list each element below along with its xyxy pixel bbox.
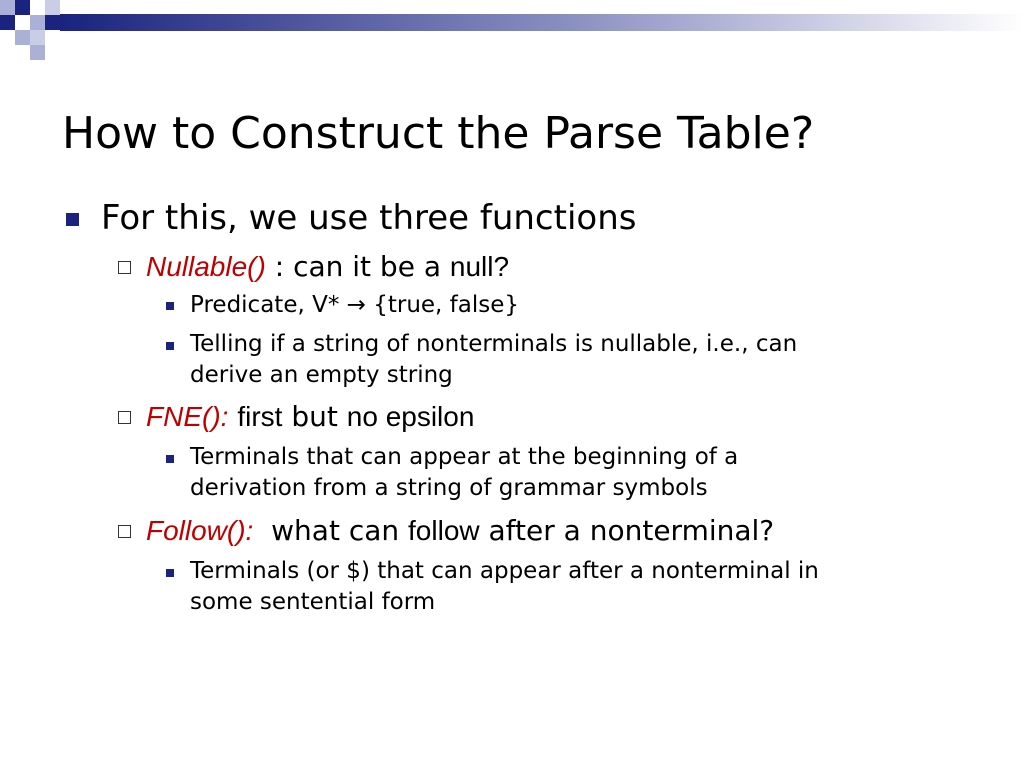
- small-square-bullet-icon: [166, 342, 174, 350]
- nullable-separator: :: [265, 250, 294, 283]
- deco-square: [30, 30, 45, 45]
- sub-bullet-follow: [146, 514, 774, 548]
- fne-emph-noeps: no epsilon: [346, 401, 475, 432]
- detail-follow-line1: Terminals (or $) that can appear after a nonterminal in: [190, 558, 819, 584]
- fne-mid: but: [282, 400, 347, 433]
- header-decoration: [0, 0, 1024, 70]
- follow-term: Follow():: [146, 515, 254, 546]
- follow-post: after a nonterminal?: [479, 514, 775, 547]
- hollow-square-bullet-icon: [118, 525, 131, 538]
- square-bullet-icon: [66, 213, 79, 226]
- slide-title: How to Construct the Parse Table?: [62, 108, 815, 159]
- follow-emph: follow: [408, 515, 480, 546]
- nullable-desc-emph: null?: [449, 251, 510, 282]
- fne-emph-first: first: [237, 401, 283, 432]
- detail-fne-line2: derivation from a string of grammar symbols: [190, 475, 708, 501]
- deco-square: [45, 15, 60, 30]
- detail-nullable-line2: derive an empty string: [190, 362, 453, 388]
- detail-fne-line1: Terminals that can appear at the beginning of a: [190, 444, 739, 470]
- sub-bullet-fne: [146, 400, 474, 434]
- deco-square: [30, 45, 45, 60]
- deco-square: [15, 30, 30, 45]
- nullable-desc: can it be a: [293, 250, 450, 283]
- deco-square: [0, 0, 15, 15]
- nullable-term: Nullable(): [146, 251, 266, 282]
- fne-term: FNE():: [146, 401, 229, 432]
- detail-follow-line2: some sentential form: [190, 589, 436, 615]
- follow-pre: what can: [253, 514, 409, 547]
- sub-bullet-nullable: [146, 250, 509, 284]
- deco-square: [15, 0, 30, 15]
- small-square-bullet-icon: [166, 569, 174, 577]
- header-gradient-bar: [60, 14, 1024, 31]
- deco-square: [0, 15, 15, 30]
- detail-nullable-line1: Telling if a string of nonterminals is nullable, i.e., can: [190, 331, 798, 357]
- small-square-bullet-icon: [166, 302, 174, 310]
- detail-predicate: Predicate, V* → {true, false}: [190, 292, 520, 318]
- deco-square: [30, 15, 45, 30]
- small-square-bullet-icon: [166, 455, 174, 463]
- deco-square: [45, 0, 60, 15]
- bullet-text: For this, we use three functions: [101, 198, 637, 238]
- hollow-square-bullet-icon: [118, 411, 131, 424]
- hollow-square-bullet-icon: [118, 261, 131, 274]
